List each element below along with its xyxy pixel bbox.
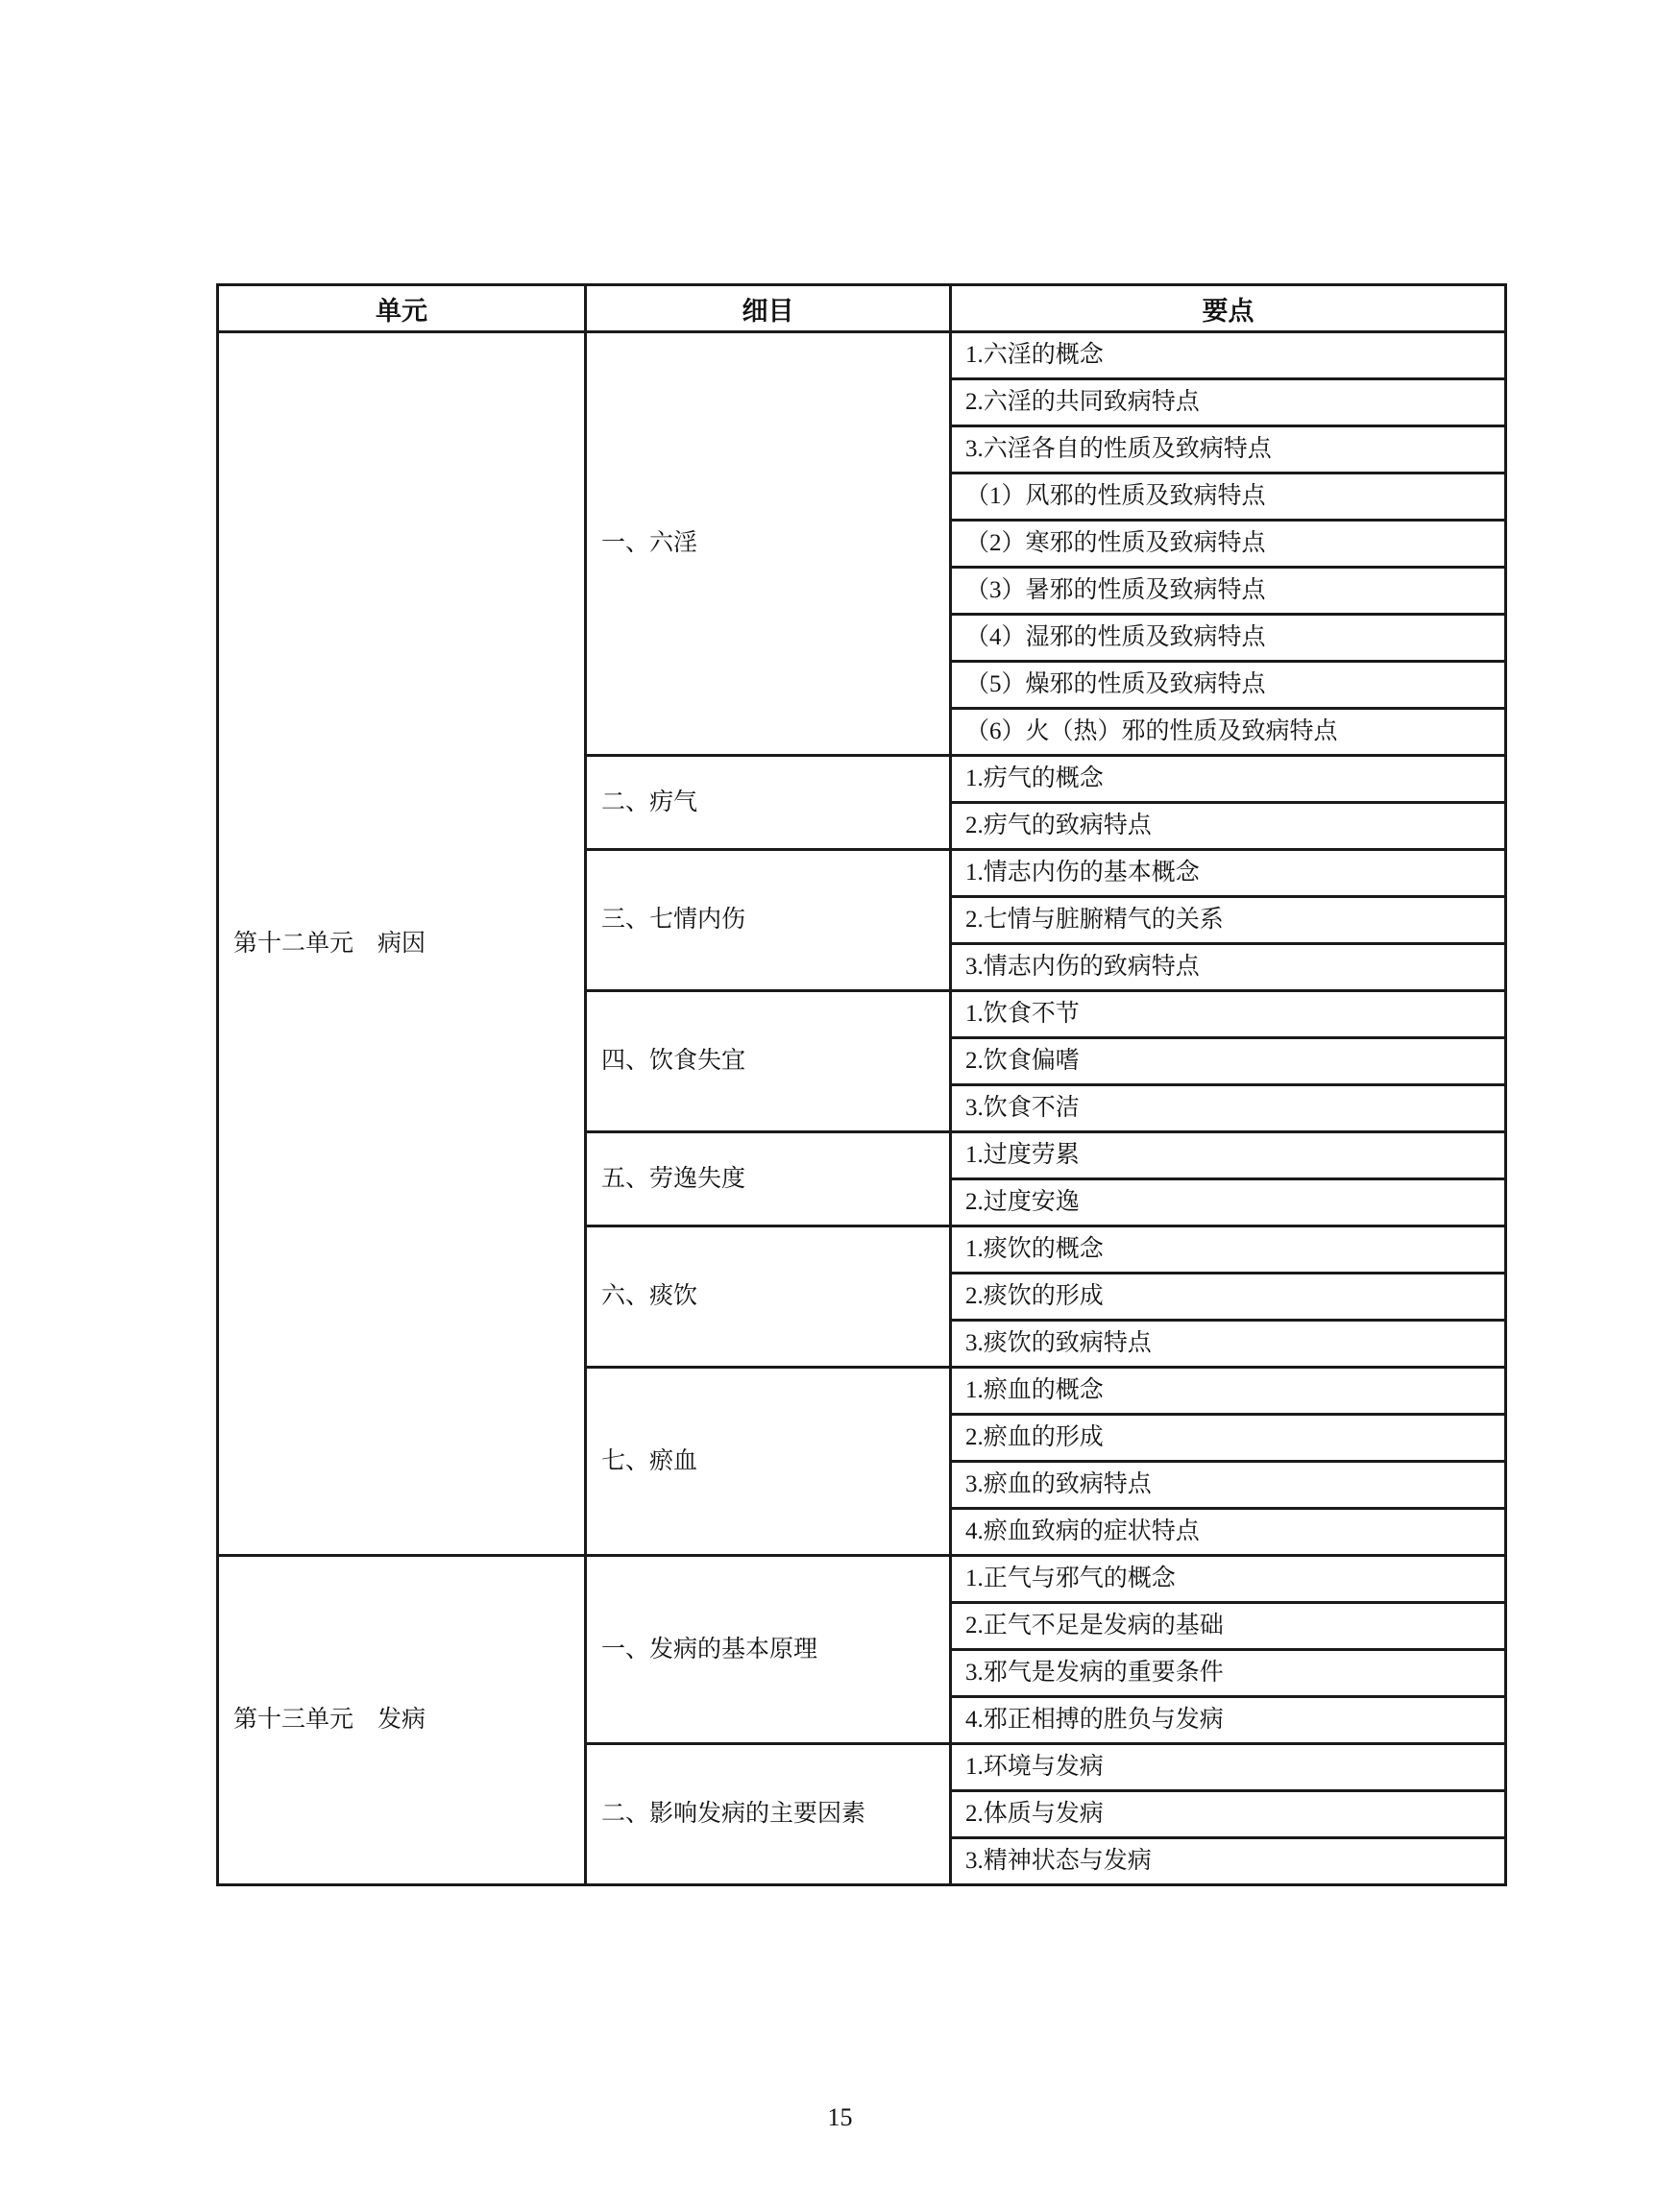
point-cell: 2.饮食偏嗜: [951, 1038, 1506, 1085]
detail-cell: 一、六淫: [586, 332, 951, 756]
col-header-points: 要点: [951, 285, 1506, 332]
detail-cell: 七、瘀血: [586, 1368, 951, 1556]
col-header-unit: 单元: [218, 285, 586, 332]
point-cell: （2）寒邪的性质及致病特点: [951, 521, 1506, 568]
col-header-detail: 细目: [586, 285, 951, 332]
detail-cell: 三、七情内伤: [586, 850, 951, 991]
unit-cell: 第十二单元 病因: [218, 332, 586, 1556]
point-cell: 1.瘀血的概念: [951, 1368, 1506, 1415]
point-cell: 1.饮食不节: [951, 991, 1506, 1038]
point-cell: 2.痰饮的形成: [951, 1274, 1506, 1321]
detail-cell: 四、饮食失宜: [586, 991, 951, 1132]
point-cell: （3）暑邪的性质及致病特点: [951, 568, 1506, 615]
point-cell: 3.精神状态与发病: [951, 1838, 1506, 1885]
point-cell: 2.瘀血的形成: [951, 1415, 1506, 1462]
point-cell: 3.情志内伤的致病特点: [951, 944, 1506, 991]
point-cell: 1.过度劳累: [951, 1132, 1506, 1179]
point-cell: 3.饮食不洁: [951, 1085, 1506, 1132]
unit-cell: 第十三单元 发病: [218, 1556, 586, 1885]
table-body: [218, 332, 1506, 1885]
point-cell: 2.七情与脏腑精气的关系: [951, 897, 1506, 944]
point-cell: 3.邪气是发病的重要条件: [951, 1650, 1506, 1697]
detail-cell: 六、痰饮: [586, 1226, 951, 1368]
point-cell: 1.六淫的概念: [951, 332, 1506, 379]
point-cell: 2.正气不足是发病的基础: [951, 1603, 1506, 1650]
detail-cell: 二、疠气: [586, 756, 951, 850]
point-cell: 4.瘀血致病的症状特点: [951, 1509, 1506, 1556]
point-cell: 1.疠气的概念: [951, 756, 1506, 803]
point-cell: 1.痰饮的概念: [951, 1226, 1506, 1274]
detail-cell: 一、发病的基本原理: [586, 1556, 951, 1744]
point-cell: 4.邪正相搏的胜负与发病: [951, 1697, 1506, 1744]
point-cell: 1.环境与发病: [951, 1744, 1506, 1791]
point-cell: 1.正气与邪气的概念: [951, 1556, 1506, 1603]
point-cell: （5）燥邪的性质及致病特点: [951, 662, 1506, 709]
table-row: [218, 332, 1506, 379]
page-number: 15: [827, 2103, 853, 2131]
point-cell: 2.六淫的共同致病特点: [951, 379, 1506, 426]
table-row: [218, 1556, 1506, 1603]
syllabus-table: [216, 283, 1507, 1886]
point-cell: 3.痰饮的致病特点: [951, 1321, 1506, 1368]
detail-cell: 五、劳逸失度: [586, 1132, 951, 1226]
table-header-row: [218, 285, 1506, 332]
point-cell: 3.六淫各自的性质及致病特点: [951, 426, 1506, 473]
point-cell: 2.疠气的致病特点: [951, 803, 1506, 850]
point-cell: 1.情志内伤的基本概念: [951, 850, 1506, 897]
point-cell: 2.体质与发病: [951, 1791, 1506, 1838]
point-cell: 3.瘀血的致病特点: [951, 1462, 1506, 1509]
point-cell: 2.过度安逸: [951, 1179, 1506, 1226]
point-cell: （1）风邪的性质及致病特点: [951, 473, 1506, 521]
point-cell: （6）火（热）邪的性质及致病特点: [951, 709, 1506, 756]
point-cell: （4）湿邪的性质及致病特点: [951, 615, 1506, 662]
detail-cell: 二、影响发病的主要因素: [586, 1744, 951, 1885]
